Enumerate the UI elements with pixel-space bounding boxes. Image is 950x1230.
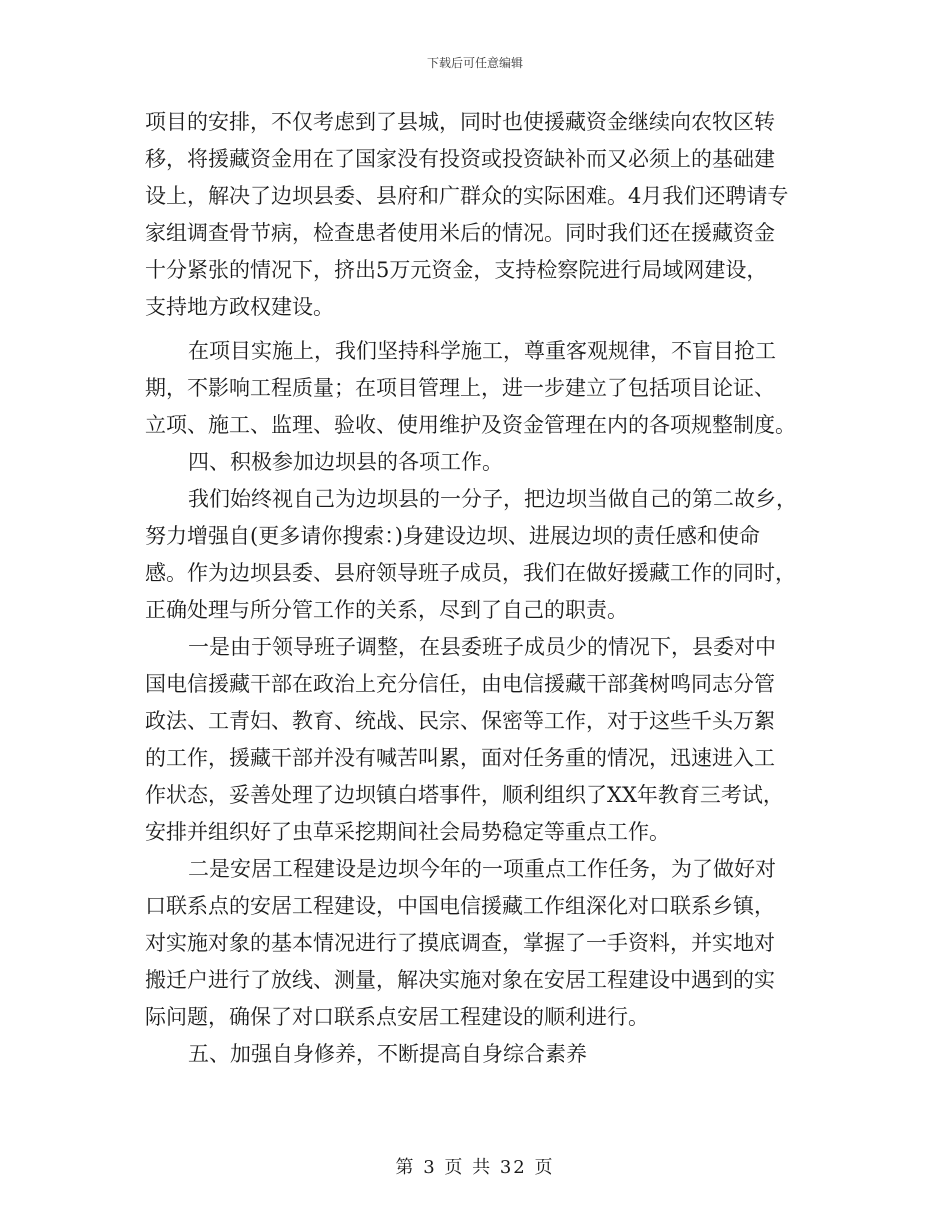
text-line: 家组调查骨节病，检查患者使用米后的情况。同时我们还在援藏资金 xyxy=(145,221,775,245)
paragraph-start-line: 我们始终视自己为边坝县的一分子，把边坝当做自己的第二故乡， xyxy=(188,487,797,511)
text-line: 对实施对象的基本情况进行了摸底调查，掌握了一手资料，并实地对 xyxy=(145,931,775,955)
text-line: 项目的安排，不仅考虑到了县城，同时也使援藏资金继续向农牧区转 xyxy=(145,110,775,134)
paragraph-start-line: 一是由于领导班子调整，在县委班子成员少的情况下，县委对中 xyxy=(188,635,776,659)
paragraph-start-line: 在项目实施上，我们坚持科学施工，尊重客观规律，不盲目抢工 xyxy=(188,339,776,363)
text-line: 安排并组织好了虫草采挖期间社会局势稳定等重点工作。 xyxy=(145,820,670,844)
text-line: 政法、工青妇、教育、统战、民宗、保密等工作，对于这些千头万絮 xyxy=(145,709,775,733)
text-line: 设上，解决了边坝县委、县府和广群众的实际困难。4月我们还聘请专 xyxy=(145,184,789,208)
text-line: 搬迁户进行了放线、测量，解决实施对象在安居工程建设中遇到的实 xyxy=(145,968,775,992)
text-line: 作状态，妥善处理了边坝镇白塔事件，顺利组织了XX年教育三考试， xyxy=(145,783,784,807)
text-line: 移，将援藏资金用在了国家没有投资或投资缺补而又必须上的基础建 xyxy=(145,147,775,171)
text-line: 立项、施工、监理、验收、使用维护及资金管理在内的各项规整制度。 xyxy=(145,413,796,437)
text-line: 十分紧张的情况下，挤出5万元资金，支持检察院进行局域网建设， xyxy=(145,258,768,282)
text-line: 感。作为边坝县委、县府领导班子成员，我们在做好援藏工作的同时， xyxy=(145,561,796,585)
text-line: 正确处理与所分管工作的关系，尽到了自己的职责。 xyxy=(145,598,628,622)
text-line: 国电信援藏干部在政治上充分信任，由电信援藏干部龚树鸣同志分管 xyxy=(145,672,775,696)
section-heading: 五、加强自身修养，不断提高自身综合素养 xyxy=(188,1042,587,1066)
section-heading: 四、积极参加边坝县的各项工作。 xyxy=(188,450,503,474)
text-line: 努力增强自(更多请你搜索：)身建设边坝、进展边坝的责任感和使命 xyxy=(145,524,760,548)
text-line: 口联系点的安居工程建设，中国电信援藏工作组深化对口联系乡镇， xyxy=(145,894,775,918)
text-line: 的工作，援藏干部并没有喊苦叫累，面对任务重的情况，迅速进入工 xyxy=(145,746,775,770)
text-line: 支持地方政权建设。 xyxy=(145,295,334,319)
page-number-footer: 第 3 页 共 32 页 xyxy=(395,1157,555,1178)
document-body xyxy=(145,104,810,1073)
text-line: 际问题，确保了对口联系点安居工程建设的顺利进行。 xyxy=(145,1005,649,1029)
text-line: 期，不影响工程质量；在项目管理上，进一步建立了包括项目论证、 xyxy=(145,376,775,400)
paragraph-start-line: 二是安居工程建设是边坝今年的一项重点工作任务，为了做好对 xyxy=(188,857,776,881)
page-header: 下载后可任意编辑 xyxy=(426,56,523,70)
